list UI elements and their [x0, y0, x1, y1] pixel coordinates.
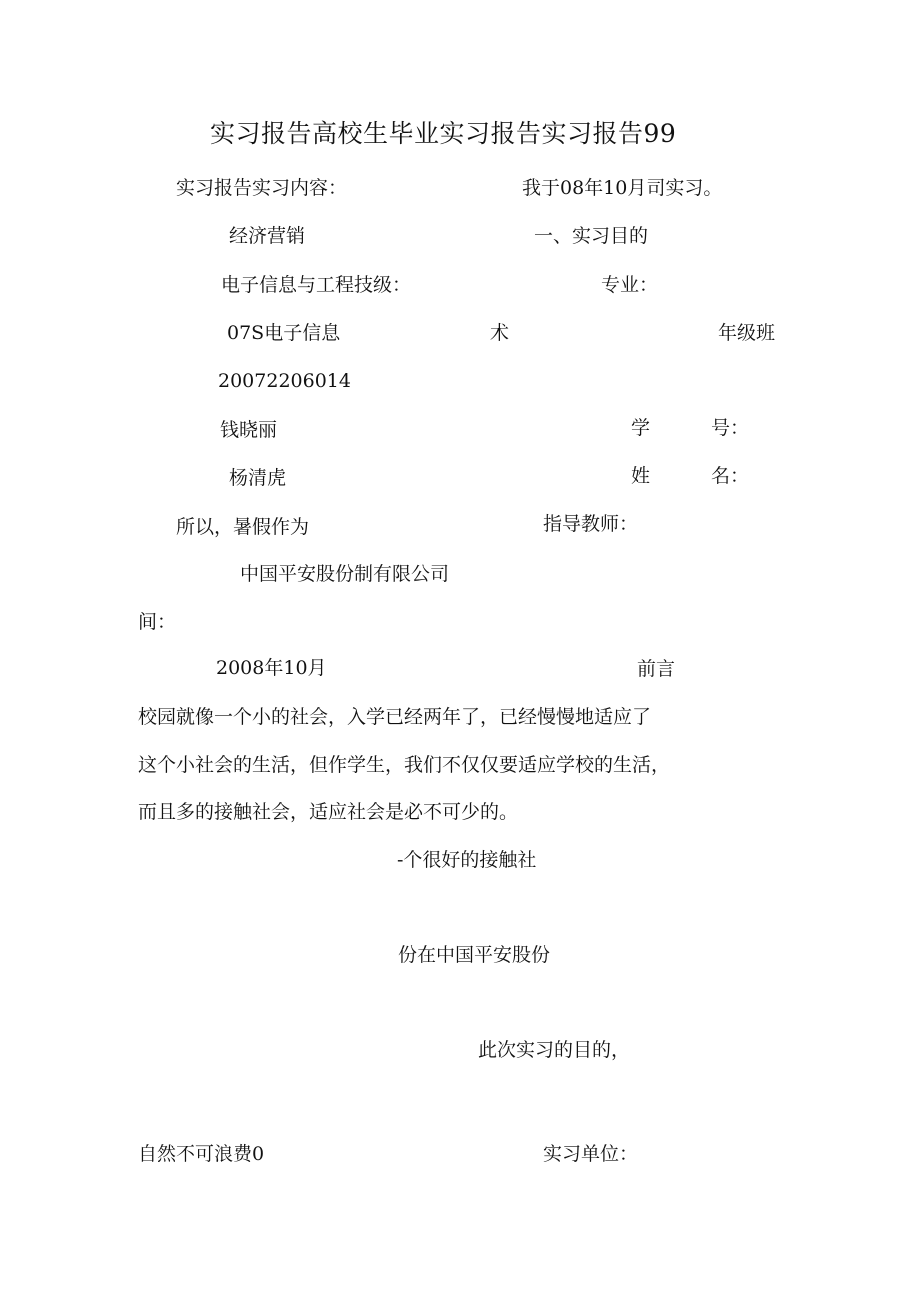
line-economic-marketing: 经济营销 — [229, 225, 306, 247]
line-ming-label: 名： — [711, 465, 750, 487]
line-xue-char: 学 — [631, 417, 651, 439]
line-major-label: 专业： — [601, 274, 659, 296]
line-internship-unit-label: 实习单位： — [543, 1143, 639, 1165]
line-student-number: 20072206014 — [218, 370, 351, 392]
line-shu: 术 — [490, 322, 510, 344]
line-purpose-heading: 一、实习目的 — [534, 225, 649, 247]
line-purpose-sentence: 此次实习的目的， — [478, 1039, 631, 1061]
paragraph-line-1: 校园就像一个小的社会，入学已经两年了，已经慢慢地适应了 — [138, 706, 652, 728]
line-class-name: 07S电子信息 — [227, 322, 341, 344]
page-title: 实习报告高校生毕业实习报告实习报告99 — [210, 119, 677, 148]
line-not-waste: 自然不可浪费0 — [138, 1143, 265, 1165]
line-xing-char: 姓 — [631, 465, 651, 487]
line-advisor-label: 指导教师： — [543, 513, 639, 535]
line-so-summer: 所以，暑假作为 — [176, 516, 310, 538]
line-company-name: 中国平安股份制有限公司 — [240, 563, 450, 585]
line-date: 2008年10月 — [216, 657, 327, 679]
line-hao-label: 号： — [711, 417, 750, 439]
line-teacher-name: 杨清虎 — [229, 467, 287, 489]
line-grade-class-label: 年级班 — [718, 322, 776, 344]
line-department: 电子信息与工程技级： — [221, 274, 412, 296]
line-internship-content-label: 实习报告实习内容： — [176, 177, 348, 199]
paragraph-line-2: 这个小社会的生活，但作学生，我们不仅仅要适应学校的生活， — [138, 754, 671, 776]
line-student-name: 钱晓丽 — [220, 419, 278, 441]
line-good-contact: -个很好的接触社 — [397, 849, 537, 871]
paragraph-line-3: 而且多的接触社会，适应社会是必不可少的。 — [138, 801, 519, 823]
line-at-pingan: 份在中国平安股份 — [398, 944, 551, 966]
line-internship-date: 我于08年10月司实习。 — [522, 177, 723, 199]
line-preface-heading: 前言 — [637, 658, 676, 680]
line-period-label: 间： — [138, 611, 177, 633]
